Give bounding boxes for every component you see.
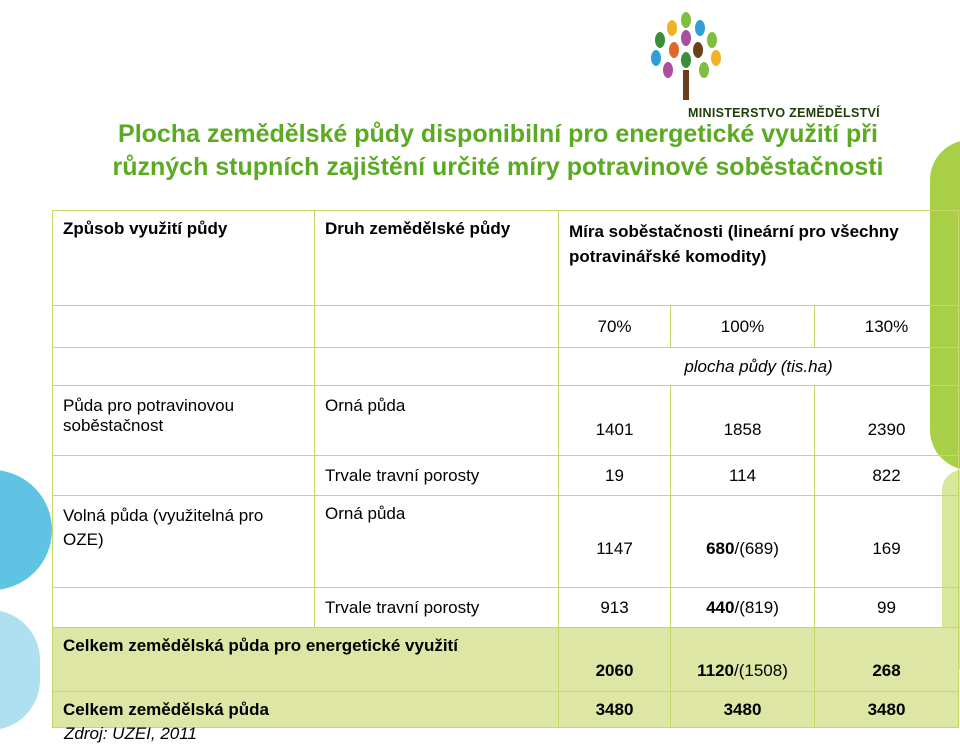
level-130: 130% (815, 306, 959, 348)
total-energy-100 (671, 628, 815, 692)
unit-note: plocha půdy (tis.ha) (559, 348, 959, 386)
free-use-label: Volná půda (využitelná pro OZE) (53, 496, 315, 588)
free-arable-130: 169 (815, 496, 959, 588)
empty-cell (315, 306, 559, 348)
table-row (53, 386, 959, 456)
free-arable-100-rest: /(689) (734, 538, 779, 558)
land-table (52, 210, 959, 728)
source-note: Zdroj: UZEI, 2011 (64, 724, 197, 743)
empty-cell (53, 588, 315, 628)
header-land-use: Způsob využití půdy (53, 211, 315, 306)
free-grass-type: Trvale travní porosty (315, 588, 559, 628)
food-arable-100: 1858 (671, 386, 815, 456)
empty-cell (53, 456, 315, 496)
header-self-sufficiency: Míra soběstačnosti (lineární pro všechny potravinářské komodity) (559, 211, 959, 306)
free-arable-type: Orná půda (315, 496, 559, 588)
total-energy-100-rest: /(1508) (734, 660, 788, 680)
free-grass-130: 99 (815, 588, 959, 628)
table-row (53, 456, 959, 496)
food-grass-100: 114 (671, 456, 815, 496)
level-70: 70% (559, 306, 671, 348)
table-row-total-energy (53, 628, 959, 692)
table-row (53, 588, 959, 628)
total-energy-130: 268 (815, 628, 959, 692)
table-row-total (53, 692, 959, 728)
free-arable-70: 1147 (559, 496, 671, 588)
total-energy-100-bold: 1120 (697, 660, 734, 680)
free-grass-100-bold: 440 (706, 597, 735, 617)
food-grass-70: 19 (559, 456, 671, 496)
total-130: 3480 (815, 692, 959, 728)
food-arable-70: 1401 (559, 386, 671, 456)
title-line-2: různých stupních zajištění určité míry potravinové soběstačnosti (112, 153, 884, 181)
page-title (58, 118, 938, 184)
food-arable-130: 2390 (815, 386, 959, 456)
ministry-logo-text: MINISTERSTVO ZEMĚDĚLSTVÍ (688, 106, 880, 120)
food-use-label: Půda pro potravinovou soběstačnost (53, 386, 315, 456)
total-energy-70: 2060 (559, 628, 671, 692)
free-grass-100 (671, 588, 815, 628)
total-70: 3480 (559, 692, 671, 728)
free-grass-100-rest: /(819) (734, 597, 779, 617)
tree-logo-icon (636, 8, 736, 108)
title-line-1: Plocha zemědělské půdy disponibilní pro energetické využití při (118, 120, 878, 148)
ministry-logo (628, 8, 880, 126)
free-grass-70: 913 (559, 588, 671, 628)
total-energy-label: Celkem zemědělská půda pro energetické využití (53, 628, 559, 692)
unit-row (53, 348, 959, 386)
empty-cell (53, 306, 315, 348)
food-grass-130: 822 (815, 456, 959, 496)
table-row (53, 496, 959, 588)
total-100: 3480 (671, 692, 815, 728)
decor-blue-shape (0, 470, 52, 590)
levels-row (53, 306, 959, 348)
level-100: 100% (671, 306, 815, 348)
decor-lightblue-shape (0, 610, 40, 730)
empty-cell (53, 348, 315, 386)
header-land-type: Druh zemědělské půdy (315, 211, 559, 306)
free-arable-100 (671, 496, 815, 588)
total-label: Celkem zemědělská půda (53, 692, 559, 728)
empty-cell (315, 348, 559, 386)
free-arable-100-bold: 680 (706, 538, 735, 558)
table-header-row (53, 211, 959, 306)
food-arable-type: Orná půda (315, 386, 559, 456)
food-grass-type: Trvale travní porosty (315, 456, 559, 496)
